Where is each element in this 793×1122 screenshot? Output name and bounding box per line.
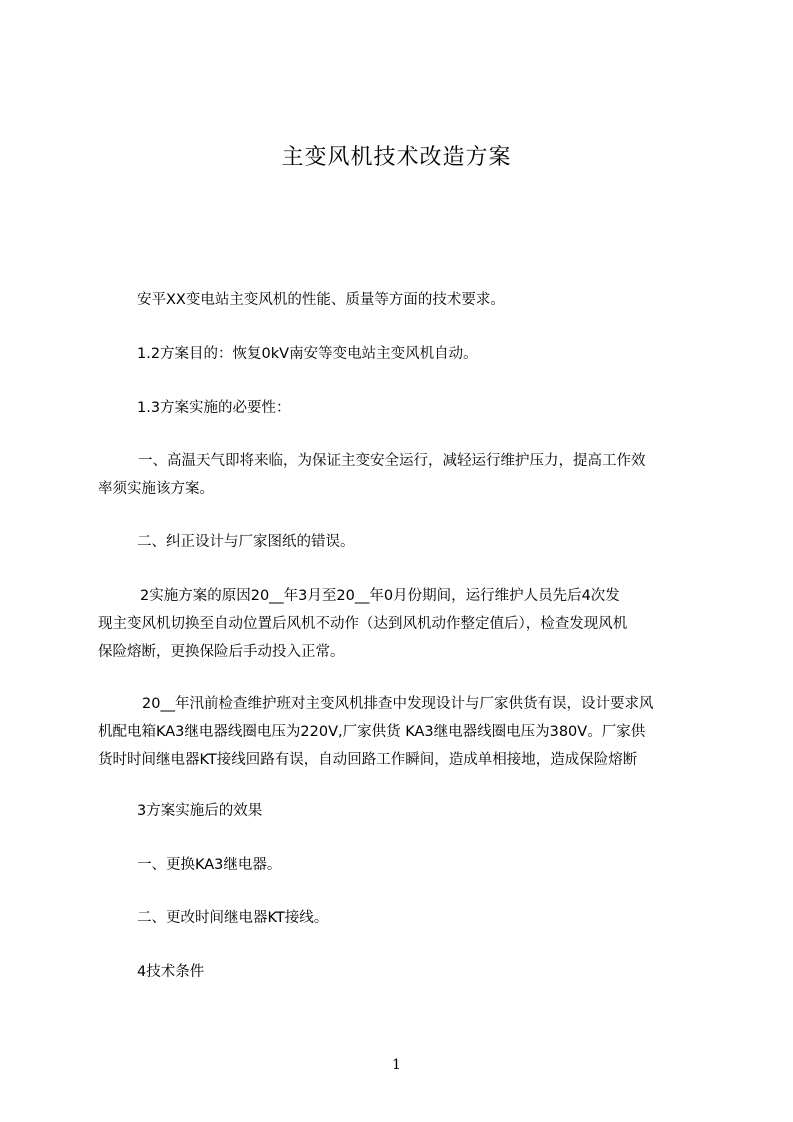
paragraph-line: 2实施方案的原因20__年3月至20__年0月份期间，运行维护人员先后4次发 bbox=[140, 588, 620, 604]
paragraph-tech-conditions bbox=[137, 958, 204, 986]
paragraph-line: 4技术条件 bbox=[137, 964, 205, 980]
paragraph-line: 一、更换KA3继电器。 bbox=[137, 857, 282, 873]
document-title: 主变风机技术改造方案 bbox=[281, 145, 512, 170]
paragraph-line: 安平XX变电站主变风机的性能、质量等方面的技术要求。 bbox=[137, 292, 505, 308]
paragraph-effect-heading bbox=[137, 797, 262, 825]
paragraph-tech-requirements bbox=[137, 286, 505, 314]
paragraph-line: 3方案实施后的效果 bbox=[137, 803, 263, 819]
paragraph-purpose bbox=[137, 340, 478, 368]
paragraph-effect-item-2 bbox=[137, 904, 328, 932]
paragraph-line: 货时时间继电器KT接线回路有误，自动回路工作瞬间，造成单相接地，造成保险熔断 bbox=[98, 752, 638, 768]
page-number: 1 bbox=[392, 1057, 401, 1073]
paragraph-necessity-item-2 bbox=[137, 528, 355, 556]
paragraph-line: 现主变风机切换至自动位置后风机不动作（达到风机动作整定值后），检查发现风机 bbox=[98, 616, 628, 632]
paragraph-necessity bbox=[137, 394, 291, 422]
paragraph-implementation-reason bbox=[98, 582, 627, 666]
paragraph-line: 二、更改时间继电器KT接线。 bbox=[137, 910, 329, 926]
paragraph-effect-item-1 bbox=[137, 851, 281, 879]
paragraph-flood-inspection bbox=[98, 690, 698, 774]
paragraph-line: 1.3方案实施的必要性： bbox=[137, 400, 291, 416]
paragraph-line: 保险熔断，更换保险后手动投入正常。 bbox=[98, 644, 345, 660]
paragraph-line: 机配电箱KA3继电器线圈电压为220V,厂家供货 KA3继电器线圈电压为380V。厂家供 bbox=[98, 724, 646, 740]
paragraph-line: 率须实施该方案。 bbox=[98, 481, 214, 497]
paragraph-line: 二、纠正设计与厂家图纸的错误。 bbox=[137, 534, 355, 550]
paragraph-line: 1.2方案目的：恢复0kV南安等变电站主变风机自动。 bbox=[137, 346, 478, 362]
paragraph-line: 20__年汛前检查维护班对主变风机排查中发现设计与厂家供货有误，设计要求风 bbox=[142, 696, 654, 712]
paragraph-necessity-item-1 bbox=[98, 447, 646, 503]
paragraph-line: 一、高温天气即将来临，为保证主变安全运行，减轻运行维护压力，提高工作效 bbox=[138, 453, 646, 469]
